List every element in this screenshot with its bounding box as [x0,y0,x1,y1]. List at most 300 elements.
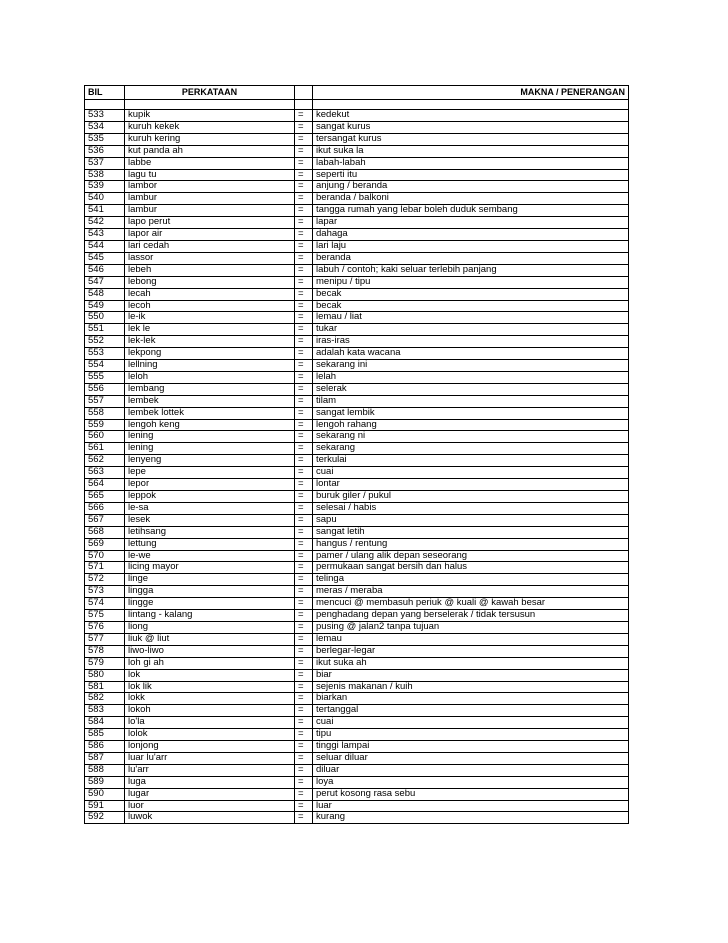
table-row [85,788,629,800]
row-equals: = [295,264,313,276]
row-word: loh gi ah [125,657,295,669]
table-row [85,240,629,252]
table-row [85,264,629,276]
row-word: luar lu'arr [125,752,295,764]
table-row [85,145,629,157]
row-number: 536 [85,145,125,157]
table-row [85,514,629,526]
row-word: kupik [125,110,295,122]
row-equals: = [295,169,313,181]
table-row [85,336,629,348]
table-row [85,229,629,241]
row-number: 573 [85,586,125,598]
row-equals: = [295,157,313,169]
row-meaning: selesai / habis [313,502,629,514]
row-number: 576 [85,621,125,633]
row-meaning: sapu [313,514,629,526]
row-word: luga [125,776,295,788]
row-word: lengoh keng [125,419,295,431]
table-row [85,467,629,479]
row-word: lening [125,431,295,443]
row-number: 558 [85,407,125,419]
row-word: lebong [125,276,295,288]
row-word: liong [125,621,295,633]
row-word: lepe [125,467,295,479]
row-meaning: tangga rumah yang lebar boleh duduk sembang [313,205,629,217]
row-number: 553 [85,348,125,360]
row-meaning: lemau / liat [313,312,629,324]
row-word: lek-lek [125,336,295,348]
row-equals: = [295,479,313,491]
row-meaning: tertanggal [313,705,629,717]
table-row [85,717,629,729]
row-equals: = [295,229,313,241]
table-row [85,526,629,538]
row-meaning: labah-labah [313,157,629,169]
table-row [85,764,629,776]
row-equals: = [295,788,313,800]
row-equals: = [295,181,313,193]
row-number: 534 [85,121,125,133]
row-word: liuk @ liut [125,633,295,645]
header-equals-blank [295,86,313,100]
row-equals: = [295,240,313,252]
row-equals: = [295,491,313,503]
row-meaning: buruk giler / pukul [313,491,629,503]
spacer-cell [295,100,313,110]
row-equals: = [295,538,313,550]
table-row [85,621,629,633]
table-row [85,657,629,669]
table-row [85,312,629,324]
row-equals: = [295,502,313,514]
row-meaning: sangat letih [313,526,629,538]
row-meaning: terkulai [313,455,629,467]
row-word: lok lik [125,681,295,693]
row-word: lellning [125,360,295,372]
table-row [85,479,629,491]
row-word: lingge [125,598,295,610]
row-meaning: iras-iras [313,336,629,348]
row-number: 560 [85,431,125,443]
row-number: 574 [85,598,125,610]
row-meaning: kurang [313,812,629,824]
row-number: 567 [85,514,125,526]
row-equals: = [295,110,313,122]
row-word: linge [125,574,295,586]
row-number: 581 [85,681,125,693]
row-meaning: loya [313,776,629,788]
row-equals: = [295,562,313,574]
row-meaning: penghadang depan yang berselerak / tidak tersusun [313,610,629,622]
table-row [85,705,629,717]
row-equals: = [295,252,313,264]
header-row [85,86,629,100]
row-meaning: luar [313,800,629,812]
row-meaning: beranda [313,252,629,264]
row-number: 545 [85,252,125,264]
row-meaning: permukaan sangat bersih dan halus [313,562,629,574]
row-number: 568 [85,526,125,538]
row-equals: = [295,324,313,336]
row-number: 578 [85,645,125,657]
table-row [85,610,629,622]
table-row [85,431,629,443]
row-word: lolok [125,729,295,741]
row-number: 564 [85,479,125,491]
row-word: lagu tu [125,169,295,181]
row-word: lecah [125,288,295,300]
row-equals: = [295,312,313,324]
table-row [85,407,629,419]
row-number: 587 [85,752,125,764]
row-number: 579 [85,657,125,669]
row-equals: = [295,217,313,229]
table-row [85,217,629,229]
row-equals: = [295,431,313,443]
row-meaning: lontar [313,479,629,491]
row-word: lembek [125,395,295,407]
table-row [85,121,629,133]
row-word: lokoh [125,705,295,717]
row-word: kuruh kering [125,133,295,145]
row-equals: = [295,657,313,669]
row-equals: = [295,514,313,526]
row-word: lening [125,443,295,455]
row-equals: = [295,336,313,348]
row-equals: = [295,133,313,145]
table-row [85,181,629,193]
row-word: lesek [125,514,295,526]
row-number: 537 [85,157,125,169]
row-word: lek le [125,324,295,336]
table-row [85,276,629,288]
row-equals: = [295,741,313,753]
table-header [85,86,629,110]
spacer-cell [125,100,295,110]
row-meaning: diluar [313,764,629,776]
row-meaning: tipu [313,729,629,741]
row-number: 590 [85,788,125,800]
row-number: 563 [85,467,125,479]
table-row [85,157,629,169]
table-row [85,681,629,693]
row-meaning: pamer / ulang alik depan seseorang [313,550,629,562]
row-word: luor [125,800,295,812]
row-number: 561 [85,443,125,455]
table-row [85,669,629,681]
row-word: le-we [125,550,295,562]
row-equals: = [295,598,313,610]
table-row [85,110,629,122]
table-row [85,574,629,586]
row-equals: = [295,145,313,157]
table-row [85,645,629,657]
row-number: 577 [85,633,125,645]
row-meaning: meras / meraba [313,586,629,598]
row-meaning: becak [313,300,629,312]
row-equals: = [295,550,313,562]
row-number: 586 [85,741,125,753]
row-equals: = [295,764,313,776]
table-body [85,110,629,824]
header-bil: BIL [85,86,125,100]
table-row [85,169,629,181]
row-number: 556 [85,383,125,395]
row-word: lekpong [125,348,295,360]
row-number: 569 [85,538,125,550]
table-row [85,812,629,824]
row-equals: = [295,348,313,360]
row-equals: = [295,800,313,812]
row-equals: = [295,574,313,586]
row-number: 554 [85,360,125,372]
row-equals: = [295,610,313,622]
row-meaning: beranda / balkoni [313,193,629,205]
row-word: liwo-liwo [125,645,295,657]
row-number: 551 [85,324,125,336]
row-word: lokk [125,693,295,705]
row-word: lugar [125,788,295,800]
row-meaning: kedekut [313,110,629,122]
row-word: lassor [125,252,295,264]
row-equals: = [295,288,313,300]
row-equals: = [295,669,313,681]
row-meaning: lemau [313,633,629,645]
table-row [85,598,629,610]
row-meaning: adalah kata wacana [313,348,629,360]
row-meaning: anjung / beranda [313,181,629,193]
row-word: lenyeng [125,455,295,467]
row-equals: = [295,383,313,395]
row-meaning: seperti itu [313,169,629,181]
row-equals: = [295,467,313,479]
row-word: luwok [125,812,295,824]
row-word: lembang [125,383,295,395]
row-meaning: lapar [313,217,629,229]
table-row [85,133,629,145]
row-equals: = [295,729,313,741]
glossary-table [84,85,629,824]
row-equals: = [295,455,313,467]
table-row [85,729,629,741]
row-equals: = [295,360,313,372]
row-number: 533 [85,110,125,122]
row-number: 589 [85,776,125,788]
row-number: 539 [85,181,125,193]
row-meaning: pusing @ jalan2 tanpa tujuan [313,621,629,633]
row-meaning: cuai [313,467,629,479]
row-word: lembek lottek [125,407,295,419]
row-word: lepor [125,479,295,491]
row-equals: = [295,407,313,419]
table-row [85,776,629,788]
table-row [85,395,629,407]
row-number: 559 [85,419,125,431]
row-equals: = [295,812,313,824]
row-meaning: telinga [313,574,629,586]
row-meaning: selerak [313,383,629,395]
row-number: 535 [85,133,125,145]
row-meaning: sejenis makanan / kuih [313,681,629,693]
row-equals: = [295,621,313,633]
row-meaning: sangat kurus [313,121,629,133]
row-equals: = [295,633,313,645]
row-meaning: berlegar-legar [313,645,629,657]
header-spacer-row [85,100,629,110]
spacer-cell [313,100,629,110]
table-row [85,538,629,550]
row-number: 566 [85,502,125,514]
row-number: 575 [85,610,125,622]
row-word: lebeh [125,264,295,276]
table-row [85,419,629,431]
row-word: lettung [125,538,295,550]
row-number: 552 [85,336,125,348]
row-equals: = [295,776,313,788]
row-number: 540 [85,193,125,205]
row-meaning: mencuci @ membasuh periuk @ kuali @ kawah besar [313,598,629,610]
row-number: 585 [85,729,125,741]
row-number: 550 [85,312,125,324]
row-meaning: sekarang [313,443,629,455]
row-number: 546 [85,264,125,276]
row-word: lapor air [125,229,295,241]
row-meaning: sangat lembik [313,407,629,419]
row-meaning: becak [313,288,629,300]
row-meaning: perut kosong rasa sebu [313,788,629,800]
header-perkataan: PERKATAAN [125,86,295,100]
row-word: lecoh [125,300,295,312]
row-equals: = [295,693,313,705]
row-meaning: tinggi lampai [313,741,629,753]
table-row [85,491,629,503]
row-number: 591 [85,800,125,812]
row-number: 565 [85,491,125,503]
row-number: 571 [85,562,125,574]
row-meaning: sekarang ini [313,360,629,372]
row-equals: = [295,395,313,407]
row-meaning: tersangat kurus [313,133,629,145]
row-word: licing mayor [125,562,295,574]
row-word: lambor [125,181,295,193]
row-word: labbe [125,157,295,169]
row-word: lapo perut [125,217,295,229]
table-row [85,633,629,645]
table-row [85,443,629,455]
row-equals: = [295,419,313,431]
table-row [85,300,629,312]
row-number: 572 [85,574,125,586]
row-word: lok [125,669,295,681]
row-word: leloh [125,371,295,383]
row-number: 570 [85,550,125,562]
row-meaning: hangus / rentung [313,538,629,550]
row-number: 592 [85,812,125,824]
spacer-cell [85,100,125,110]
row-meaning: tilam [313,395,629,407]
table-row [85,383,629,395]
row-word: le-sa [125,502,295,514]
row-number: 584 [85,717,125,729]
row-word: kuruh kekek [125,121,295,133]
row-word: lambur [125,205,295,217]
table-row [85,205,629,217]
row-equals: = [295,645,313,657]
row-equals: = [295,752,313,764]
row-word: lambur [125,193,295,205]
row-equals: = [295,705,313,717]
row-number: 541 [85,205,125,217]
table-row [85,741,629,753]
table-row [85,455,629,467]
table-row [85,324,629,336]
row-number: 549 [85,300,125,312]
row-number: 543 [85,229,125,241]
row-meaning: lari laju [313,240,629,252]
row-equals: = [295,205,313,217]
row-equals: = [295,586,313,598]
header-makna: MAKNA / PENERANGAN [313,86,629,100]
row-meaning: sekarang ni [313,431,629,443]
row-word: lari cedah [125,240,295,252]
table-row [85,550,629,562]
row-number: 544 [85,240,125,252]
row-number: 583 [85,705,125,717]
row-word: lingga [125,586,295,598]
row-number: 557 [85,395,125,407]
row-meaning: seluar diluar [313,752,629,764]
row-equals: = [295,443,313,455]
row-word: kut panda ah [125,145,295,157]
table-row [85,348,629,360]
row-number: 582 [85,693,125,705]
row-meaning: biarkan [313,693,629,705]
row-meaning: lelah [313,371,629,383]
row-number: 562 [85,455,125,467]
row-meaning: tukar [313,324,629,336]
table-row [85,562,629,574]
row-number: 548 [85,288,125,300]
row-word: lu'arr [125,764,295,776]
table-row [85,586,629,598]
row-word: lonjong [125,741,295,753]
row-word: le-ik [125,312,295,324]
row-meaning: cuai [313,717,629,729]
row-word: letihsang [125,526,295,538]
row-number: 542 [85,217,125,229]
row-meaning: ikut suka la [313,145,629,157]
row-equals: = [295,681,313,693]
table-row [85,193,629,205]
table-row [85,800,629,812]
row-meaning: labuh / contoh; kaki seluar terlebih panjang [313,264,629,276]
row-word: leppok [125,491,295,503]
table-row [85,288,629,300]
row-equals: = [295,717,313,729]
table-row [85,371,629,383]
table-row [85,693,629,705]
row-number: 588 [85,764,125,776]
row-number: 538 [85,169,125,181]
row-meaning: ikut suka ah [313,657,629,669]
row-number: 547 [85,276,125,288]
table-row [85,502,629,514]
row-meaning: biar [313,669,629,681]
row-equals: = [295,526,313,538]
row-meaning: dahaga [313,229,629,241]
row-meaning: menipu / tipu [313,276,629,288]
